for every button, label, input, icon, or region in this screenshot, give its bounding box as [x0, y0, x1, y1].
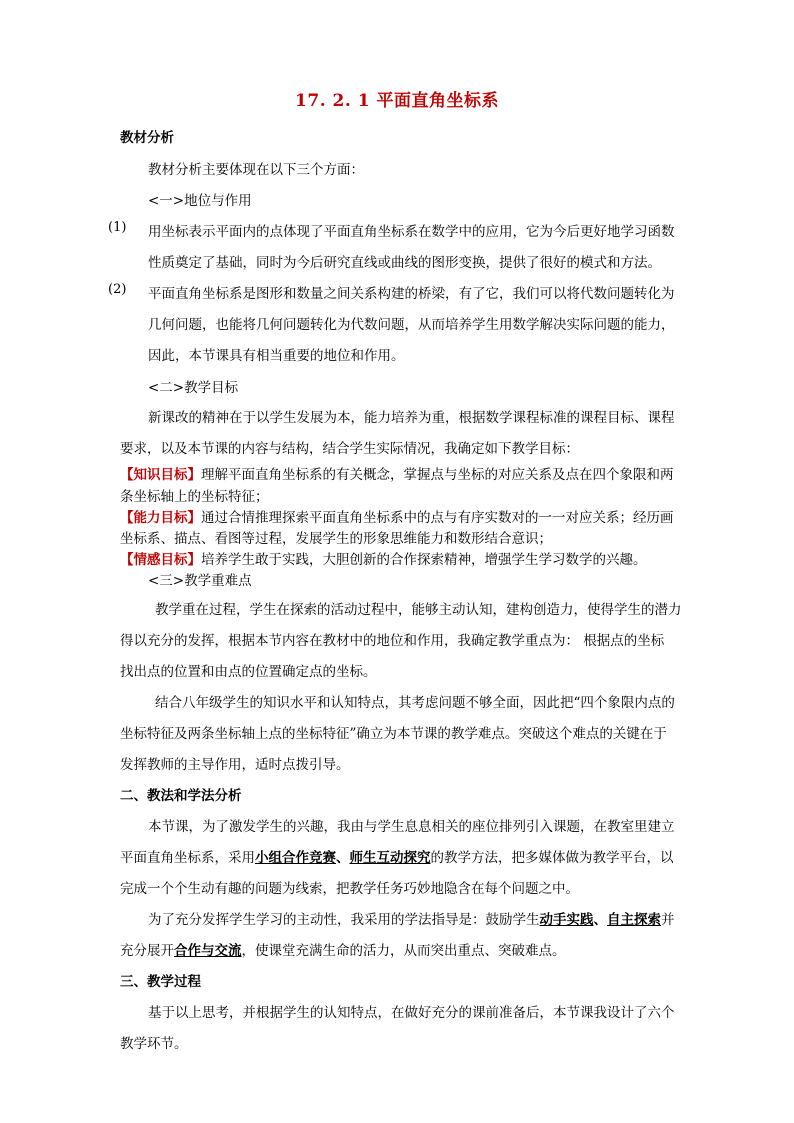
ability-goal-line	[120, 506, 674, 526]
emphasis-text: 自主探索	[607, 912, 661, 928]
text-run: 为了充分发挥学生学习的主动性，我采用的学法指导是：鼓励学生	[148, 912, 540, 928]
section-heading-textbook-analysis: 教材分析	[120, 130, 174, 146]
paragraph-line: 教学重在过程，学生在探索的活动过程中，能够主动认知，建构创造力，使得学生的潜力	[155, 602, 682, 618]
text-run: 、	[336, 850, 350, 866]
paragraph-line: 得以充分的发挥，根据本节内容在教材中的地位和作用，我确定教学重点为： 根据点的坐标	[120, 633, 665, 649]
paragraph-line: 教材分析主要体现在以下三个方面：	[148, 162, 364, 178]
paragraph-line: 完成一个个生动有趣的问题为线索，把教学任务巧妙地隐含在每个问题之中。	[120, 881, 579, 897]
emotion-goal-label: 【情感目标】	[120, 552, 201, 568]
paragraph-line	[120, 939, 566, 959]
text-run: 的教学方法，把多媒体做为教学平台，以	[430, 850, 674, 866]
paragraph-line: 用坐标表示平面内的点体现了平面直角坐标系在数学中的应用，它为今后更好地学习函数	[148, 224, 675, 240]
page-title: 17. 2. 1 平面直角坐标系	[295, 91, 499, 111]
paragraph-line	[120, 846, 674, 866]
section-heading-methods: 二、教法和学法分析	[120, 788, 242, 804]
paragraph-line: 坐标系、描点、看图等过程，发展学生的形象思维能力和数形结合意识；	[120, 531, 552, 547]
emotion-goal-text: 培养学生敢于实践，大胆创新的合作探索精神，增强学生学习数学的兴趣。	[201, 552, 647, 568]
emphasis-text: 合作与交流	[174, 943, 242, 959]
paragraph-line: 条坐标轴上的坐标特征；	[120, 489, 269, 505]
paragraph-line: 基于以上思考，并根据学生的认知特点，在做好充分的课前准备后，本节课我设计了六个	[148, 1005, 675, 1021]
knowledge-goal-line	[120, 463, 674, 483]
list-number: (1)	[108, 220, 127, 235]
text-run: 平面直角坐标系，采用	[120, 850, 255, 866]
paragraph-line: 因此，本节课具有相当重要的地位和作用。	[148, 348, 405, 364]
paragraph-line: 要求，以及本节课的内容与结构，结合学生实际情况，我确定如下教学目标：	[120, 441, 579, 457]
ability-goal-text: 通过合情推理探索平面直角坐标系中的点与有序实数对的一一对应关系；经历画	[201, 510, 674, 526]
paragraph-line	[148, 908, 675, 928]
paragraph-line: 新课改的精神在于以学生发展为本，能力培养为重，根据数学课程标准的课程目标、课程	[148, 410, 675, 426]
paragraph-line: 发挥教师的主导作用，适时点拨引导。	[120, 757, 350, 773]
subsection-heading: <一>地位与作用	[148, 193, 252, 209]
paragraph-line: 教学环节。	[120, 1036, 188, 1052]
subsection-heading: <三>教学重难点	[148, 573, 252, 589]
text-run: 、	[593, 912, 607, 928]
section-heading-teaching-process: 三、教学过程	[120, 974, 201, 990]
paragraph-line: 坐标特征及两条坐标轴上点的坐标特征”确立为本节课的教学难点。突破这个难点的关键在于	[120, 726, 667, 742]
paragraph-line: 本节课，为了激发学生的兴趣，我由与学生息息相关的座位排列引入课题，在教室里建立	[148, 819, 675, 835]
text-run: ，使课堂充满生命的活力，从而突出重点、突破难点。	[241, 943, 566, 959]
ability-goal-label: 【能力目标】	[120, 510, 201, 526]
knowledge-goal-text: 理解平面直角坐标系的有关概念，掌握点与坐标的对应关系及点在四个象限和两	[201, 467, 674, 483]
paragraph-line: 找出点的位置和由点的位置确定点的坐标。	[120, 664, 377, 680]
emphasis-text: 小组合作竞赛	[255, 850, 336, 866]
text-run: 充分展开	[120, 943, 174, 959]
paragraph-line: 性质奠定了基础，同时为今后研究直线或曲线的图形变换，提供了很好的模式和方法。	[148, 255, 661, 271]
emphasis-text: 师生互动探究	[349, 850, 431, 866]
text-run: 并	[661, 912, 675, 928]
paragraph-line: 平面直角坐标系是图形和数量之间关系构建的桥梁，有了它，我们可以将代数问题转化为	[148, 286, 675, 302]
paragraph-line: 几何问题，也能将几何问题转化为代数问题，从而培养学生用数学解决实际问题的能力，	[148, 317, 675, 333]
knowledge-goal-label: 【知识目标】	[120, 467, 201, 483]
list-number: (2)	[108, 282, 127, 297]
emphasis-text: 动手实践	[539, 912, 594, 928]
paragraph-line: 结合八年级学生的知识水平和认知特点，其考虑问题不够全面，因此把“四个象限内点的	[155, 695, 675, 711]
emotion-goal-line	[120, 548, 647, 568]
subsection-heading: <二>教学目标	[148, 380, 239, 396]
